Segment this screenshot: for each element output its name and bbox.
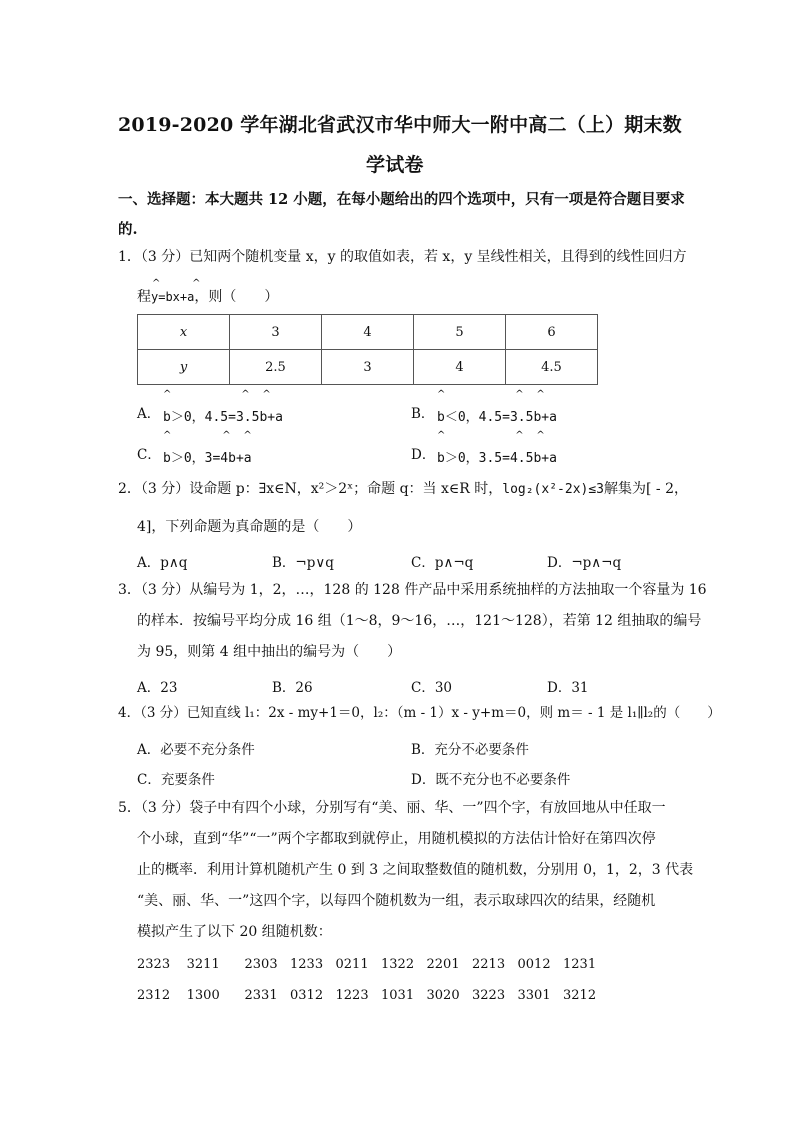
random-number: 1231 (563, 957, 597, 972)
q1-option-b-text: b＜0，4.5=3.5b+a (437, 410, 557, 425)
q5-stem-line5: 模拟产生了以下 20 组随机数： (137, 924, 332, 940)
q3-option-a: A．23 (137, 680, 178, 696)
random-number: 3020 (426, 988, 460, 1003)
q2-stem-part1: 2．（3 分）设命题 p：∃x∈N，x²＞2ˣ；命题 q：当 x∈R 时， (118, 481, 503, 497)
random-number: 2331 (244, 988, 278, 1003)
table-cell: 4 (414, 350, 506, 385)
table-cell: 4.5 (506, 350, 598, 385)
table-row (138, 350, 598, 385)
q1-stem-line2 (137, 290, 278, 304)
q1-option-b-hats: ^ ^ ^ (437, 389, 545, 400)
table-cell: 4 (322, 315, 414, 350)
q2-stem-line1 (118, 482, 688, 496)
q1-option-d-label: D． (411, 447, 436, 463)
random-number: 1223 (335, 988, 369, 1003)
random-number: 1322 (381, 957, 415, 972)
q2-option-c: C．p∧¬q (411, 555, 474, 571)
random-number: 3223 (472, 988, 506, 1003)
random-number: 3211 (186, 957, 220, 972)
q2-stem-line2: 4]，下列命题为真命题的是（ ） (137, 519, 362, 535)
q1-stem-suffix: ，则（ ） (194, 289, 279, 305)
q5-stem-line3: 止的概率．利用计算机随机产生 0 到 3 之间取整数值的随机数，分别用 0，1，2，3 代表 (137, 862, 694, 878)
table-cell: y (138, 350, 230, 385)
table-cell: 6 (506, 315, 598, 350)
q1-hat-marks: ^ ^ (152, 278, 201, 289)
table-cell: x (138, 315, 230, 350)
q5-random-row2 (137, 988, 596, 1003)
q1-option-a-text: b＞0，4.5=3.5b+a (163, 410, 283, 425)
section-heading-line2: 的. (118, 221, 138, 238)
q2-formula: log₂(x²-2x)≤3 (502, 482, 604, 497)
q2-stem-part2: 解集为[ - 2， (604, 481, 688, 497)
q1-option-c-text: b＞0，3=4b+a (163, 451, 252, 466)
q1-stem-prefix: 程 (137, 289, 151, 305)
q3-option-b: B．26 (272, 680, 313, 696)
q1-stem-line1: 1．（3 分）已知两个随机变量 x，y 的取值如表，若 x，y 呈线性相关，且得到的线性回归方 (118, 249, 687, 265)
q3-stem-line2: 的样本．按编号平均分成 16 组（1～8，9～16，…，121～128），若第 12 组抽取的编号 (137, 613, 702, 629)
page-title-line2: 学试卷 (366, 154, 424, 176)
q4-option-b: B．充分不必要条件 (411, 742, 529, 758)
q1-option-a-hats: ^ ^ ^ (163, 389, 271, 400)
q2-option-b: B．¬p∨q (272, 555, 334, 571)
section-heading-line1: 一、选择题：本大题共 12 小题，在每小题给出的四个选项中，只有一项是符合题目要求 (118, 191, 685, 208)
q5-stem-line2: 个小球，直到“华”“一”两个字都取到就停止，用随机模拟的方法估计恰好在第四次停 (137, 831, 656, 847)
q1-option-b-label: B． (411, 406, 435, 422)
q5-random-row1 (137, 957, 596, 972)
table-cell: 3 (322, 350, 414, 385)
q2-option-a: A．p∧q (137, 555, 188, 571)
random-number: 3212 (563, 988, 597, 1003)
q3-option-d: D．31 (547, 680, 589, 696)
table-row (138, 315, 598, 350)
random-number: 1233 (290, 957, 324, 972)
random-number: 1300 (186, 988, 220, 1003)
q3-stem-line1: 3．（3 分）从编号为 1，2，…，128 的 128 件产品中采用系统抽样的方法抽取一个容量为 16 (118, 582, 707, 598)
q1-option-a-label: A． (137, 406, 161, 422)
q1-option-d-hats: ^ ^ ^ (437, 430, 545, 441)
table-cell: 2.5 (230, 350, 322, 385)
random-number: 1031 (381, 988, 415, 1003)
page-title-line1: 2019-2020 学年湖北省武汉市华中师大一附中高二（上）期末数 (118, 114, 682, 136)
random-number: 2303 (244, 957, 278, 972)
random-number: 0312 (290, 988, 324, 1003)
random-number: 2312 (137, 988, 171, 1003)
q4-option-a: A．必要不充分条件 (137, 742, 255, 758)
q3-stem-line3: 为 95，则第 4 组中抽出的编号为（ ） (137, 644, 402, 660)
random-number: 0211 (335, 957, 369, 972)
q4-stem-line1: 4．（3 分）已知直线 l₁：2x - my+1＝0，l₂：（m - 1）x - y+m＝0，则 m＝ - 1 是 l₁∥l₂的（ ） (118, 705, 721, 721)
q1-regression-formula: y=bx+a (151, 290, 195, 304)
table-cell: 3 (230, 315, 322, 350)
q4-option-d: D．既不充分也不必要条件 (411, 772, 571, 788)
q1-option-d-text: b＞0，3.5=4.5b+a (437, 451, 557, 466)
q4-option-c: C．充要条件 (137, 772, 215, 788)
random-number: 3301 (517, 988, 551, 1003)
q3-option-c: C．30 (411, 680, 453, 696)
random-number: 2213 (472, 957, 506, 972)
random-number: 2201 (426, 957, 460, 972)
table-cell: 5 (414, 315, 506, 350)
q1-data-table (137, 314, 598, 385)
q1-option-c-label: C． (137, 447, 161, 463)
random-number: 0012 (517, 957, 551, 972)
q1-option-c-hats: ^ ^ ^ (163, 430, 252, 441)
random-number: 2323 (137, 957, 171, 972)
q2-option-d: D．¬p∧¬q (547, 555, 622, 571)
q5-stem-line1: 5．（3 分）袋子中有四个小球，分别写有“美、丽、华、一”四个字，有放回地从中任取一 (118, 800, 666, 816)
q5-stem-line4: “美、丽、华、一”这四个字，以每四个随机数为一组，表示取球四次的结果，经随机 (137, 893, 656, 909)
